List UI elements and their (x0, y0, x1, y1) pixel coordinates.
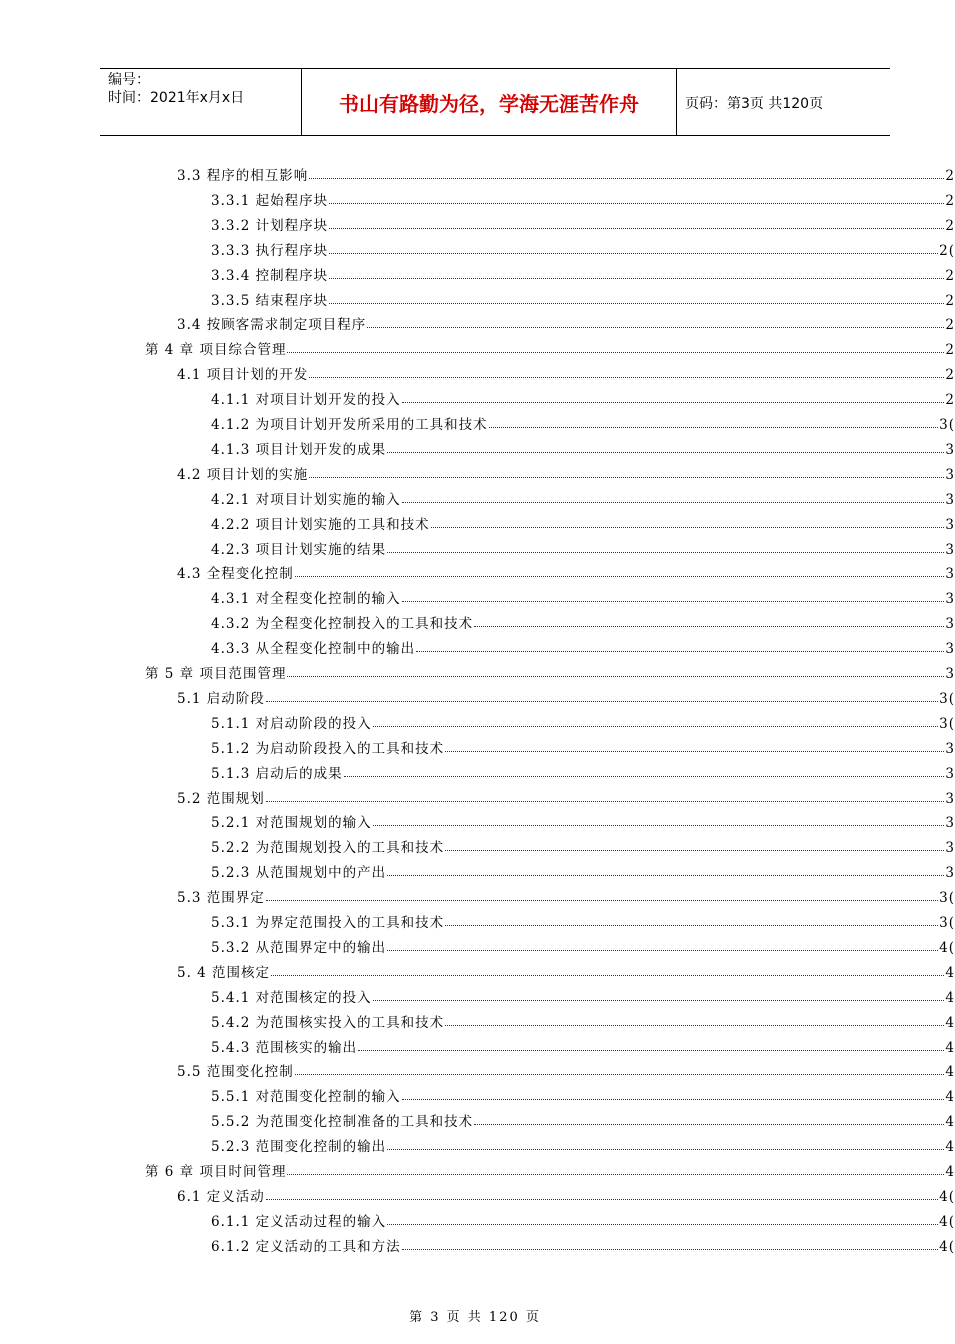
toc-entry-title: 第 6 章 项目时间管理 (145, 1164, 287, 1180)
toc-entry-page: 4( (939, 1238, 955, 1255)
toc-entry[interactable] (211, 434, 955, 458)
toc-dot-leader (387, 950, 938, 951)
toc-dot-leader (266, 701, 938, 702)
toc-entry[interactable] (177, 1056, 955, 1080)
toc-entry[interactable] (211, 807, 955, 831)
toc-entry-title: 6.1.2 定义活动的工具和方法 (211, 1238, 401, 1255)
toc-entry[interactable] (211, 185, 955, 209)
toc-entry-page: 3 (945, 516, 955, 533)
toc-dot-leader (445, 925, 938, 926)
toc-entry-title: 4.1.2 为项目计划开发所采用的工具和技术 (211, 417, 488, 433)
toc-entry[interactable] (177, 309, 955, 333)
toc-entry[interactable] (211, 907, 955, 931)
toc-dot-leader (287, 352, 944, 353)
toc-entry-page: 3( (939, 715, 955, 732)
toc-entry-page: 4 (945, 1164, 955, 1180)
toc-dot-leader (309, 477, 944, 478)
toc-dot-leader (295, 576, 945, 577)
toc-entry-page: 3 (945, 765, 955, 782)
toc-entry-title: 6.1 定义活动 (177, 1188, 265, 1205)
toc-entry[interactable] (211, 210, 955, 234)
toc-entry[interactable] (211, 608, 955, 632)
toc-dot-leader (373, 726, 938, 727)
toc-entry-title: 5.1 启动阶段 (177, 690, 265, 707)
toc-entry[interactable] (177, 683, 955, 707)
toc-entry[interactable] (211, 534, 955, 558)
toc-entry[interactable] (211, 285, 955, 309)
toc-entry-title: 第 5 章 项目范围管理 (145, 666, 287, 682)
toc-entry[interactable] (177, 459, 955, 483)
toc-dot-leader (287, 1174, 944, 1175)
toc-entry[interactable] (177, 957, 955, 981)
toc-entry-title: 4.3.3 从全程变化控制中的输出 (211, 641, 416, 658)
toc-entry-title: 4.2 项目计划的实施 (177, 466, 309, 483)
slogan-text: 书山有路勤为径，学海无涯苦作舟 (339, 91, 639, 116)
toc-dot-leader (287, 676, 944, 677)
toc-entry-page: 2 (945, 217, 955, 234)
toc-entry-title: 5.5.1 对范围变化控制的输入 (211, 1089, 401, 1106)
toc-entry-title: 6.1.1 定义活动过程的输入 (211, 1213, 387, 1230)
toc-entry-page: 3 (945, 441, 955, 458)
toc-entry-title: 3.3.4 控制程序块 (211, 267, 329, 284)
toc-entry-page: 3 (945, 666, 955, 682)
toc-entry-title: 5.3.2 从范围界定中的输出 (211, 939, 387, 956)
toc-entry[interactable] (211, 235, 955, 259)
toc-entry[interactable] (145, 658, 955, 682)
toc-entry-page: 3 (945, 740, 955, 757)
toc-entry-page: 3( (939, 690, 955, 707)
toc-entry[interactable] (211, 1106, 955, 1130)
toc-entry-title: 5.1.3 启动后的成果 (211, 765, 343, 782)
toc-dot-leader (373, 1000, 945, 1001)
toc-dot-leader (431, 527, 945, 528)
toc-dot-leader (387, 452, 944, 453)
toc-dot-leader (445, 1025, 944, 1026)
toc-entry-title: 4.1 项目计划的开发 (177, 367, 309, 384)
toc-entry-page: 4 (945, 1139, 955, 1156)
toc-dot-leader (329, 278, 944, 279)
toc-entry-title: 5.2.1 对范围规划的输入 (211, 815, 372, 832)
toc-entry-title: 5.3 范围界定 (177, 890, 265, 907)
toc-entry-title: 5.2 范围规划 (177, 790, 265, 807)
toc-entry-title: 3.4 按顾客需求制定项目程序 (177, 317, 367, 334)
toc-entry-title: 4.3 全程变化控制 (177, 566, 294, 583)
toc-dot-leader (266, 1199, 938, 1200)
toc-entry-page: 4 (945, 1014, 955, 1031)
toc-entry-title: 3.3 程序的相互影响 (177, 168, 309, 184)
toc-entry[interactable] (211, 758, 955, 782)
number-label: 编号： (108, 72, 150, 88)
toc-entry-page: 2 (945, 367, 955, 384)
toc-dot-leader (387, 1224, 938, 1225)
toc-entry-page: 4( (939, 939, 955, 956)
toc-entry[interactable] (211, 1081, 955, 1105)
toc-dot-leader (344, 776, 945, 777)
toc-entry-page: 3 (945, 865, 955, 882)
toc-entry-title: 5.1.1 对启动阶段的投入 (211, 715, 372, 732)
toc-entry-page: 4 (945, 989, 955, 1006)
toc-entry-page: 4( (939, 1188, 955, 1205)
toc-dot-leader (474, 626, 944, 627)
toc-dot-leader (309, 178, 944, 179)
toc-entry[interactable] (211, 857, 955, 881)
toc-entry-title: 5.4.2 为范围核实投入的工具和技术 (211, 1014, 445, 1031)
toc-entry[interactable] (145, 334, 955, 358)
toc-entry-title: 4.1.1 对项目计划开发的投入 (211, 392, 401, 409)
toc-entry-title: 5.2.3 从范围规划中的产出 (211, 865, 387, 882)
toc-entry[interactable] (145, 1156, 955, 1180)
toc-entry-title: 5.1.2 为启动阶段投入的工具和技术 (211, 740, 445, 757)
toc-entry[interactable] (211, 484, 955, 508)
toc-dot-leader (329, 228, 944, 229)
toc-dot-leader (295, 1074, 945, 1075)
toc-entry[interactable] (211, 260, 955, 284)
toc-entry-title: 第 4 章 项目综合管理 (145, 342, 287, 359)
toc-entry[interactable] (177, 558, 955, 582)
toc-entry[interactable] (211, 932, 955, 956)
toc-dot-leader (329, 203, 944, 204)
toc-entry-page: 2 (945, 342, 955, 359)
toc-dot-leader (402, 502, 945, 503)
toc-entry-title: 5.4.3 范围核实的输出 (211, 1039, 358, 1056)
toc-entry[interactable] (177, 160, 955, 184)
toc-dot-leader (402, 402, 945, 403)
toc-entry-title: 5.2.2 为范围规划投入的工具和技术 (211, 840, 445, 857)
toc-entry-title: 3.3.1 起始程序块 (211, 192, 329, 209)
toc-dot-leader (445, 850, 944, 851)
toc-entry-page: 3 (945, 616, 955, 633)
toc-entry[interactable] (211, 384, 955, 408)
time-label: 时间：2021年x月x日 (108, 90, 245, 106)
toc-entry[interactable] (211, 583, 955, 607)
toc-entry-page: 2 (945, 317, 955, 334)
toc-entry-page: 2 (945, 267, 955, 284)
toc-dot-leader (387, 552, 944, 553)
toc-entry-title: 3.3.3 执行程序块 (211, 242, 329, 259)
toc-entry-page: 3( (939, 915, 955, 931)
toc-entry[interactable] (177, 882, 955, 906)
toc-dot-leader (309, 377, 944, 378)
toc-dot-leader (367, 327, 944, 328)
toc-entry-title: 5.4.1 对范围核定的投入 (211, 989, 372, 1006)
toc-dot-leader (402, 1099, 945, 1100)
toc-dot-leader (271, 975, 944, 976)
toc-entry-page: 4 (945, 1039, 955, 1056)
toc-entry[interactable] (211, 409, 955, 433)
toc-entry-page: 3 (945, 491, 955, 508)
toc-dot-leader (266, 900, 938, 901)
header-page-info: 页码：第3页 共120页 (685, 96, 824, 112)
toc-entry-title: 3.3.2 计划程序块 (211, 217, 329, 234)
toc-entry[interactable] (211, 1131, 955, 1155)
toc-dot-leader (445, 751, 944, 752)
toc-entry[interactable] (211, 1206, 955, 1230)
page-header (100, 68, 890, 136)
toc-entry-page: 3 (945, 815, 955, 832)
toc-entry-page: 2 (945, 392, 955, 409)
toc-entry-page: 3 (945, 566, 955, 583)
toc-entry-title: 5. 4 范围核定 (177, 964, 271, 981)
toc-entry-title: 4.3.2 为全程变化控制投入的工具和技术 (211, 616, 474, 633)
toc-dot-leader (402, 601, 945, 602)
toc-entry-page: 3 (945, 840, 955, 857)
toc-dot-leader (387, 875, 944, 876)
toc-entry-page: 3 (945, 466, 955, 483)
toc-entry-title: 3.3.5 结束程序块 (211, 292, 329, 309)
toc-entry-title: 4.3.1 对全程变化控制的输入 (211, 591, 401, 608)
toc-dot-leader (416, 651, 944, 652)
toc-entry-page: 4 (945, 1114, 955, 1131)
toc-entry-page: 3 (945, 641, 955, 658)
toc-dot-leader (387, 1149, 944, 1150)
toc-entry[interactable] (211, 708, 955, 732)
toc-entry-title: 4.1.3 项目计划开发的成果 (211, 441, 387, 458)
toc-entry-page: 2 (945, 168, 955, 184)
toc-entry[interactable] (211, 1231, 955, 1255)
toc-entry[interactable] (211, 1007, 955, 1031)
toc-dot-leader (402, 1249, 938, 1250)
toc-entry-page: 2( (939, 242, 955, 259)
toc-entry[interactable] (211, 633, 955, 657)
toc-entry-title: 4.2.3 项目计划实施的结果 (211, 541, 387, 558)
header-slogan (301, 69, 677, 135)
toc-entry-page: 4 (945, 1064, 955, 1081)
toc-entry-page: 4 (945, 964, 955, 981)
toc-entry-page: 2 (945, 192, 955, 209)
toc-dot-leader (474, 1124, 944, 1125)
toc-entry[interactable] (177, 359, 955, 383)
toc-entry-title: 5.2.3 范围变化控制的输出 (211, 1139, 387, 1156)
toc-dot-leader (489, 427, 939, 428)
toc-entry-page: 4 (945, 1089, 955, 1106)
toc-dot-leader (358, 1050, 944, 1051)
toc-entry-title: 4.2.1 对项目计划实施的输入 (211, 491, 401, 508)
toc-entry-title: 5.5 范围变化控制 (177, 1064, 294, 1081)
toc-dot-leader (329, 303, 944, 304)
header-meta (108, 71, 244, 107)
toc-entry[interactable] (211, 982, 955, 1006)
toc-entry[interactable] (211, 733, 955, 757)
toc-entry-title: 4.2.2 项目计划实施的工具和技术 (211, 516, 430, 533)
toc-dot-leader (329, 253, 938, 254)
toc-entry-page: 4( (939, 1213, 955, 1230)
toc-entry[interactable] (177, 783, 955, 807)
toc-entry-page: 3( (939, 890, 955, 907)
toc-entry[interactable] (211, 832, 955, 856)
toc-entry-page: 2 (945, 292, 955, 309)
toc-entry-title: 5.3.1 为界定范围投入的工具和技术 (211, 915, 445, 931)
toc-entry-page: 3 (945, 591, 955, 608)
toc-entry-page: 3( (939, 417, 955, 433)
toc-entry[interactable] (211, 509, 955, 533)
toc-entry-page: 3 (945, 541, 955, 558)
toc-dot-leader (373, 825, 945, 826)
toc-dot-leader (266, 801, 945, 802)
toc-entry-page: 3 (945, 790, 955, 807)
toc-entry-title: 5.5.2 为范围变化控制准备的工具和技术 (211, 1114, 474, 1131)
page-footer: 第 3 页 共 120 页 (409, 1310, 541, 1325)
toc-entry[interactable] (211, 1032, 955, 1056)
toc-entry[interactable] (177, 1181, 955, 1205)
